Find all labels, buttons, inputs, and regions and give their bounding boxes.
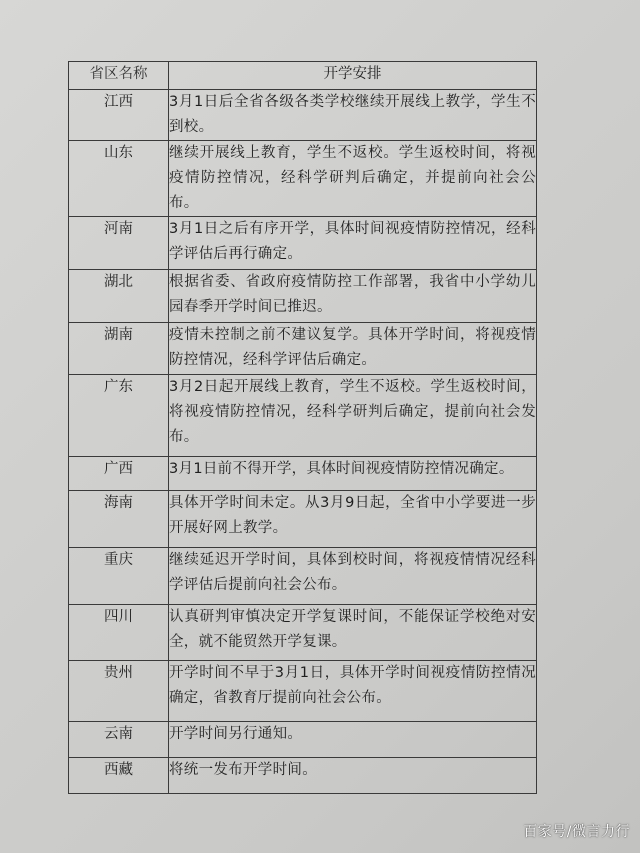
province-cell: 湖北 xyxy=(69,270,169,323)
arrangement-cell: 具体开学时间未定。从3月9日起，全省中小学要进一步开展好网上教学。 xyxy=(169,491,537,548)
table-row xyxy=(69,90,537,141)
table-row xyxy=(69,375,537,457)
table-row xyxy=(69,270,537,323)
province-cell: 广西 xyxy=(69,457,169,491)
table-row xyxy=(69,217,537,270)
province-cell: 山东 xyxy=(69,141,169,217)
province-cell: 河南 xyxy=(69,217,169,270)
province-cell: 海南 xyxy=(69,491,169,548)
province-cell: 湖南 xyxy=(69,323,169,375)
arrangement-cell: 疫情未控制之前不建议复学。具体开学时间，将视疫情防控情况，经科学评估后确定。 xyxy=(169,323,537,375)
arrangement-cell: 3月2日起开展线上教育，学生不返校。学生返校时间，将视疫情防控情况，经科学研判后确定，提前向社会发布。 xyxy=(169,375,537,457)
arrangement-cell: 3月1日前不得开学，具体时间视疫情防控情况确定。 xyxy=(169,457,537,491)
table-header-row xyxy=(69,62,537,90)
header-opening-arrangement: 开学安排 xyxy=(169,62,537,90)
arrangement-cell: 根据省委、省政府疫情防控工作部署，我省中小学幼儿园春季开学时间已推迟。 xyxy=(169,270,537,323)
province-cell: 西藏 xyxy=(69,758,169,794)
arrangement-cell: 将统一发布开学时间。 xyxy=(169,758,537,794)
watermark-text: 百家号/微言力行 xyxy=(523,824,630,840)
province-cell: 广东 xyxy=(69,375,169,457)
table-row xyxy=(69,457,537,491)
arrangement-cell: 3月1日之后有序开学，具体时间视疫情防控情况，经科学评估后再行确定。 xyxy=(169,217,537,270)
arrangement-cell: 继续延迟开学时间，具体到校时间，将视疫情情况经科学评估后提前向社会公布。 xyxy=(169,548,537,605)
province-cell: 重庆 xyxy=(69,548,169,605)
table-row xyxy=(69,491,537,548)
table-row xyxy=(69,141,537,217)
arrangement-cell: 开学时间不早于3月1日，具体开学时间视疫情防控情况确定，省教育厅提前向社会公布。 xyxy=(169,661,537,722)
arrangement-cell: 开学时间另行通知。 xyxy=(169,722,537,758)
table-row xyxy=(69,661,537,722)
province-cell: 云南 xyxy=(69,722,169,758)
arrangement-cell: 继续开展线上教育，学生不返校。学生返校时间，将视疫情防控情况，经科学研判后确定，并提前向社会公布。 xyxy=(169,141,537,217)
table-row xyxy=(69,722,537,758)
table-row xyxy=(69,323,537,375)
header-province-name: 省区名称 xyxy=(69,62,169,90)
province-cell: 四川 xyxy=(69,605,169,661)
province-cell: 江西 xyxy=(69,90,169,141)
arrangement-cell: 认真研判审慎决定开学复课时间，不能保证学校绝对安全，就不能贸然开学复课。 xyxy=(169,605,537,661)
table-row xyxy=(69,758,537,794)
table-row xyxy=(69,548,537,605)
table-row xyxy=(69,605,537,661)
school-opening-table xyxy=(68,61,537,794)
arrangement-cell: 3月1日后全省各级各类学校继续开展线上教学，学生不到校。 xyxy=(169,90,537,141)
province-cell: 贵州 xyxy=(69,661,169,722)
